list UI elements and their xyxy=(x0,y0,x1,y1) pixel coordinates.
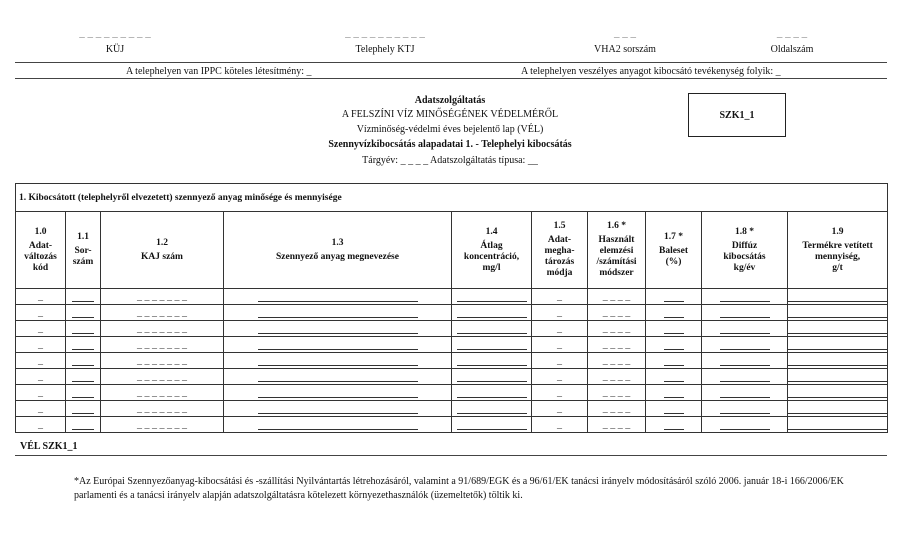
cell-placeholder: _ _ _ _ xyxy=(602,387,631,398)
cell-input-line xyxy=(72,420,94,430)
cell-col-8[interactable] xyxy=(702,353,788,369)
cell-input-line xyxy=(720,420,770,430)
title-line4: Szennyvízkibocsátás alapadatai 1. - Telephelyi kibocsátás xyxy=(328,139,572,150)
cell-input-line xyxy=(72,388,94,398)
cell-input-line xyxy=(258,372,418,382)
cell-input-line xyxy=(457,404,527,414)
cell-col-5[interactable] xyxy=(532,321,588,337)
cell-input-line xyxy=(258,308,418,318)
cell-input-line xyxy=(664,420,684,430)
cell-col-6[interactable] xyxy=(588,369,646,385)
report-type-label: Adatszolgáltatás típusa: xyxy=(430,155,526,166)
title-line2: A FELSZÍNI VÍZ MINŐSÉGÉNEK VÉDELMÉRŐL xyxy=(341,109,559,120)
cell-placeholder: _ xyxy=(38,339,43,350)
cell-input-line xyxy=(720,308,770,318)
cell-col-9[interactable] xyxy=(788,385,888,401)
cell-col-8[interactable] xyxy=(702,321,788,337)
footer-divider xyxy=(15,455,887,456)
cell-input-line xyxy=(664,340,684,350)
cell-col-1[interactable] xyxy=(66,321,101,337)
ippc-question-value[interactable]: _ xyxy=(306,66,312,77)
table-row xyxy=(16,401,888,417)
cell-input-line xyxy=(788,356,888,366)
column-number: 1.4 xyxy=(485,226,498,237)
table-row xyxy=(16,321,888,337)
cell-placeholder: _ _ _ _ _ _ _ xyxy=(137,339,187,350)
cell-col-2[interactable] xyxy=(101,369,224,385)
cell-input-line xyxy=(720,292,770,302)
column-header-9 xyxy=(788,212,888,289)
cell-col-2[interactable] xyxy=(101,337,224,353)
column-label: Adat- változás kód xyxy=(24,240,57,273)
cell-input-line xyxy=(664,388,684,398)
cell-input-line xyxy=(258,292,418,302)
section-title: 1. Kibocsátott (telephelyről elvezetett) szennyező anyag minősége és mennyisége xyxy=(16,184,888,212)
cell-placeholder: _ _ _ _ xyxy=(602,355,631,366)
cell-col-6[interactable] xyxy=(588,321,646,337)
cell-col-2[interactable] xyxy=(101,289,224,305)
cell-col-4[interactable] xyxy=(452,289,532,305)
cell-input-line xyxy=(72,404,94,414)
cell-col-1[interactable] xyxy=(66,369,101,385)
title-line5 xyxy=(230,155,670,166)
cell-input-line xyxy=(258,388,418,398)
cell-input-line xyxy=(664,292,684,302)
footnote: *Az Európai Szennyezőanyag-kibocsátási és -szállítási Nyilvántartás létrehozásáról, valamint a 91/689/EGK és a 96/61/EK tanácsi irányelv módosításáról szóló 2006. január 18-i 166/2006/EK parlamenti és a tanácsi irányelv alapján adatszolgáltatásra kötelezett környezethasználók (üzemeltetők) töltik ki. xyxy=(74,476,844,501)
cell-input-line xyxy=(457,388,527,398)
cell-col-7[interactable] xyxy=(646,369,702,385)
cell-col-2[interactable] xyxy=(101,305,224,321)
column-header-7 xyxy=(646,212,702,289)
cell-col-8[interactable] xyxy=(702,385,788,401)
cell-input-line xyxy=(788,308,888,318)
vha-code[interactable]: _ _ _ xyxy=(614,27,636,39)
cell-col-4[interactable] xyxy=(452,401,532,417)
column-label: Sor- szám xyxy=(72,246,94,267)
cell-col-8[interactable] xyxy=(702,305,788,321)
column-header-0 xyxy=(16,212,66,289)
cell-input-line xyxy=(720,356,770,366)
cell-input-line xyxy=(457,420,527,430)
cell-input-line xyxy=(258,404,418,414)
cell-col-0[interactable] xyxy=(16,353,66,369)
cell-col-2[interactable] xyxy=(101,353,224,369)
cell-col-6[interactable] xyxy=(588,353,646,369)
cell-col-4[interactable] xyxy=(452,385,532,401)
cell-placeholder: _ xyxy=(38,291,43,302)
column-label: Termékre vetített mennyiség, g/t xyxy=(802,240,873,273)
cell-col-2[interactable] xyxy=(101,321,224,337)
report-type-field[interactable]: __ xyxy=(527,155,538,166)
cell-col-9[interactable] xyxy=(788,289,888,305)
column-number: 1.8 * xyxy=(735,226,754,237)
cell-placeholder: _ xyxy=(557,371,562,382)
cell-input-line xyxy=(788,324,888,334)
cell-col-8[interactable] xyxy=(702,289,788,305)
cell-placeholder: _ xyxy=(557,291,562,302)
cell-col-8[interactable] xyxy=(702,337,788,353)
cell-col-8[interactable] xyxy=(702,401,788,417)
table-row xyxy=(16,353,888,369)
cell-input-line xyxy=(664,308,684,318)
vha-label: VHA2 sorszám xyxy=(594,44,656,55)
column-header-8 xyxy=(702,212,788,289)
column-header-5 xyxy=(532,212,588,289)
cell-col-9[interactable] xyxy=(788,337,888,353)
table-row xyxy=(16,305,888,321)
cell-placeholder: _ _ _ _ xyxy=(602,291,631,302)
cell-col-1[interactable] xyxy=(66,289,101,305)
column-number: 1.2 xyxy=(156,237,168,248)
cell-col-4[interactable] xyxy=(452,337,532,353)
cell-col-0[interactable] xyxy=(16,385,66,401)
form-code-box xyxy=(688,93,786,137)
cell-col-5[interactable] xyxy=(532,417,588,433)
cell-placeholder: _ xyxy=(557,323,562,334)
cell-col-3[interactable] xyxy=(224,385,452,401)
cell-input-line xyxy=(664,324,684,334)
cell-input-line xyxy=(720,404,770,414)
cell-col-3[interactable] xyxy=(224,369,452,385)
cell-placeholder: _ _ _ _ _ _ _ xyxy=(137,307,187,318)
cell-input-line xyxy=(788,404,888,414)
cell-input-line xyxy=(258,356,418,366)
cell-col-6[interactable] xyxy=(588,305,646,321)
cell-input-line xyxy=(457,292,527,302)
cell-input-line xyxy=(664,372,684,382)
column-label: Baleset (%) xyxy=(658,246,689,267)
cell-placeholder: _ xyxy=(38,419,43,430)
kuj-label: KÜJ xyxy=(105,44,125,55)
cell-input-line xyxy=(788,372,888,382)
header-divider-top xyxy=(15,62,887,63)
page-code[interactable]: _ _ _ _ xyxy=(776,27,808,39)
title-line1: Adatszolgáltatás xyxy=(414,95,486,106)
cell-placeholder: _ xyxy=(38,403,43,414)
cell-col-2[interactable] xyxy=(101,401,224,417)
column-header-2 xyxy=(101,212,224,289)
cell-col-0[interactable] xyxy=(16,401,66,417)
cell-input-line xyxy=(258,420,418,430)
cell-col-7[interactable] xyxy=(646,353,702,369)
cell-col-9[interactable] xyxy=(788,321,888,337)
cell-input-line xyxy=(720,340,770,350)
cell-input-line xyxy=(72,372,94,382)
cell-placeholder: _ xyxy=(38,323,43,334)
cell-col-1[interactable] xyxy=(66,305,101,321)
table-body xyxy=(16,289,888,433)
cell-placeholder: _ _ _ _ _ _ _ xyxy=(137,403,187,414)
cell-placeholder: _ _ _ _ xyxy=(602,371,631,382)
column-number: 1.9 xyxy=(831,226,844,237)
cell-col-1[interactable] xyxy=(66,385,101,401)
cell-col-8[interactable] xyxy=(702,369,788,385)
cell-col-4[interactable] xyxy=(452,305,532,321)
cell-input-line xyxy=(788,292,888,302)
cell-col-1[interactable] xyxy=(66,337,101,353)
cell-col-5[interactable] xyxy=(532,337,588,353)
ktj-code[interactable]: _ _ _ _ _ _ _ _ _ _ xyxy=(345,27,425,39)
cell-placeholder: _ _ _ _ _ _ _ xyxy=(137,355,187,366)
cell-col-9[interactable] xyxy=(788,369,888,385)
cell-input-line xyxy=(720,372,770,382)
cell-col-7[interactable] xyxy=(646,321,702,337)
column-header-1 xyxy=(66,212,101,289)
column-label: Átlag koncentráció, mg/l xyxy=(463,240,520,273)
cell-col-5[interactable] xyxy=(532,305,588,321)
cell-col-7[interactable] xyxy=(646,305,702,321)
column-label: Diffúz kibocsátás kg/év xyxy=(723,240,766,273)
cell-col-9[interactable] xyxy=(788,401,888,417)
hazardous-question-value[interactable]: _ xyxy=(775,66,781,77)
cell-col-9[interactable] xyxy=(788,353,888,369)
ippc-question xyxy=(126,66,312,77)
cell-input-line xyxy=(788,420,888,430)
table-row xyxy=(16,369,888,385)
cell-input-line xyxy=(457,372,527,382)
page-label: Oldalszám xyxy=(770,44,814,55)
table-row xyxy=(16,417,888,433)
cell-col-7[interactable] xyxy=(646,289,702,305)
column-header-6 xyxy=(588,212,646,289)
table-row xyxy=(16,289,888,305)
cell-col-6[interactable] xyxy=(588,289,646,305)
cell-input-line xyxy=(664,404,684,414)
cell-col-2[interactable] xyxy=(101,385,224,401)
cell-input-line xyxy=(664,356,684,366)
cell-placeholder: _ xyxy=(557,387,562,398)
column-label: KAJ szám xyxy=(141,251,183,262)
cell-col-5[interactable] xyxy=(532,401,588,417)
cell-col-6[interactable] xyxy=(588,385,646,401)
cell-col-3[interactable] xyxy=(224,337,452,353)
cell-col-3[interactable] xyxy=(224,417,452,433)
cell-col-5[interactable] xyxy=(532,385,588,401)
column-number: 1.7 * xyxy=(664,232,683,242)
cell-col-0[interactable] xyxy=(16,337,66,353)
cell-input-line xyxy=(457,324,527,334)
cell-col-4[interactable] xyxy=(452,321,532,337)
cell-col-5[interactable] xyxy=(532,353,588,369)
column-header-3 xyxy=(224,212,452,289)
table-row xyxy=(16,337,888,353)
cell-col-0[interactable] xyxy=(16,369,66,385)
cell-col-5[interactable] xyxy=(532,289,588,305)
year-field[interactable]: _ _ _ _ xyxy=(400,155,429,166)
column-number: 1.6 * xyxy=(607,221,626,231)
cell-placeholder: _ xyxy=(38,355,43,366)
cell-placeholder: _ xyxy=(557,403,562,414)
cell-col-4[interactable] xyxy=(452,417,532,433)
cell-input-line xyxy=(72,292,94,302)
cell-col-1[interactable] xyxy=(66,353,101,369)
cell-col-3[interactable] xyxy=(224,305,452,321)
cell-placeholder: _ _ _ _ _ _ _ xyxy=(137,323,187,334)
column-number: 1.3 xyxy=(331,237,344,248)
cell-col-1[interactable] xyxy=(66,401,101,417)
cell-col-3[interactable] xyxy=(224,321,452,337)
cell-col-3[interactable] xyxy=(224,289,452,305)
cell-placeholder: _ _ _ _ _ _ _ xyxy=(137,291,187,302)
cell-placeholder: _ xyxy=(38,307,43,318)
column-number: 1.5 xyxy=(553,221,566,231)
cell-col-5[interactable] xyxy=(532,369,588,385)
column-number: 1.0 xyxy=(34,226,47,237)
cell-input-line xyxy=(72,324,94,334)
cell-placeholder: _ _ _ _ xyxy=(602,419,631,430)
emission-table xyxy=(15,183,888,433)
cell-col-8[interactable] xyxy=(702,417,788,433)
hazardous-question xyxy=(521,66,781,77)
cell-col-9[interactable] xyxy=(788,417,888,433)
cell-col-6[interactable] xyxy=(588,401,646,417)
cell-input-line xyxy=(72,356,94,366)
cell-col-4[interactable] xyxy=(452,353,532,369)
cell-input-line xyxy=(788,340,888,350)
cell-col-0[interactable] xyxy=(16,417,66,433)
cell-placeholder: _ xyxy=(38,387,43,398)
cell-placeholder: _ xyxy=(38,371,43,382)
cell-placeholder: _ _ _ _ xyxy=(602,323,631,334)
table-row xyxy=(16,385,888,401)
cell-placeholder: _ _ _ _ xyxy=(602,307,631,318)
cell-col-0[interactable] xyxy=(16,289,66,305)
column-label: Szennyező anyag megnevezése xyxy=(276,251,399,262)
column-label: Használt elemzési /számítási módszer xyxy=(596,235,637,278)
cell-col-3[interactable] xyxy=(224,401,452,417)
cell-col-2[interactable] xyxy=(101,417,224,433)
cell-input-line xyxy=(457,308,527,318)
column-label: Adat- megha- tározás módja xyxy=(544,235,575,278)
cell-placeholder: _ _ _ _ xyxy=(602,339,631,350)
cell-col-7[interactable] xyxy=(646,417,702,433)
cell-col-0[interactable] xyxy=(16,321,66,337)
cell-col-9[interactable] xyxy=(788,305,888,321)
form-code: SZK1_1 xyxy=(719,109,755,121)
cell-input-line xyxy=(457,356,527,366)
ktj-label: Telephely KTJ xyxy=(355,44,415,55)
cell-placeholder: _ _ _ _ xyxy=(602,403,631,414)
column-number: 1.1 xyxy=(77,232,89,242)
cell-col-7[interactable] xyxy=(646,385,702,401)
header-divider-bottom xyxy=(15,78,887,79)
cell-placeholder: _ _ _ _ _ _ _ xyxy=(137,419,187,430)
cell-input-line xyxy=(457,340,527,350)
cell-col-4[interactable] xyxy=(452,369,532,385)
ippc-question-text: A telephelyen van IPPC köteles létesítmény: xyxy=(126,66,305,77)
cell-col-0[interactable] xyxy=(16,305,66,321)
cell-col-7[interactable] xyxy=(646,401,702,417)
cell-input-line xyxy=(72,340,94,350)
footer-code: VÉL SZK1_1 xyxy=(20,441,78,452)
cell-input-line xyxy=(258,324,418,334)
cell-placeholder: _ xyxy=(557,339,562,350)
cell-input-line xyxy=(720,324,770,334)
cell-col-6[interactable] xyxy=(588,417,646,433)
cell-input-line xyxy=(258,340,418,350)
cell-placeholder: _ _ _ _ _ _ _ xyxy=(137,387,187,398)
cell-col-6[interactable] xyxy=(588,337,646,353)
cell-placeholder: _ xyxy=(557,419,562,430)
title-line3: Vízminőség-védelmi éves bejelentő lap (VÉL) xyxy=(356,124,544,135)
cell-placeholder: _ xyxy=(557,355,562,366)
cell-col-7[interactable] xyxy=(646,337,702,353)
cell-placeholder: _ _ _ _ _ _ _ xyxy=(137,371,187,382)
kuj-code[interactable]: _ _ _ _ _ _ _ _ _ xyxy=(79,27,151,39)
cell-input-line xyxy=(72,308,94,318)
column-header-row xyxy=(16,212,888,289)
column-header-4 xyxy=(452,212,532,289)
cell-col-3[interactable] xyxy=(224,353,452,369)
cell-input-line xyxy=(788,388,888,398)
cell-placeholder: _ xyxy=(557,307,562,318)
cell-col-1[interactable] xyxy=(66,417,101,433)
hazardous-question-text: A telephelyen veszélyes anyagot kibocsátó tevékenység folyik: xyxy=(521,66,774,77)
cell-input-line xyxy=(720,388,770,398)
year-label: Tárgyév: xyxy=(362,155,399,166)
